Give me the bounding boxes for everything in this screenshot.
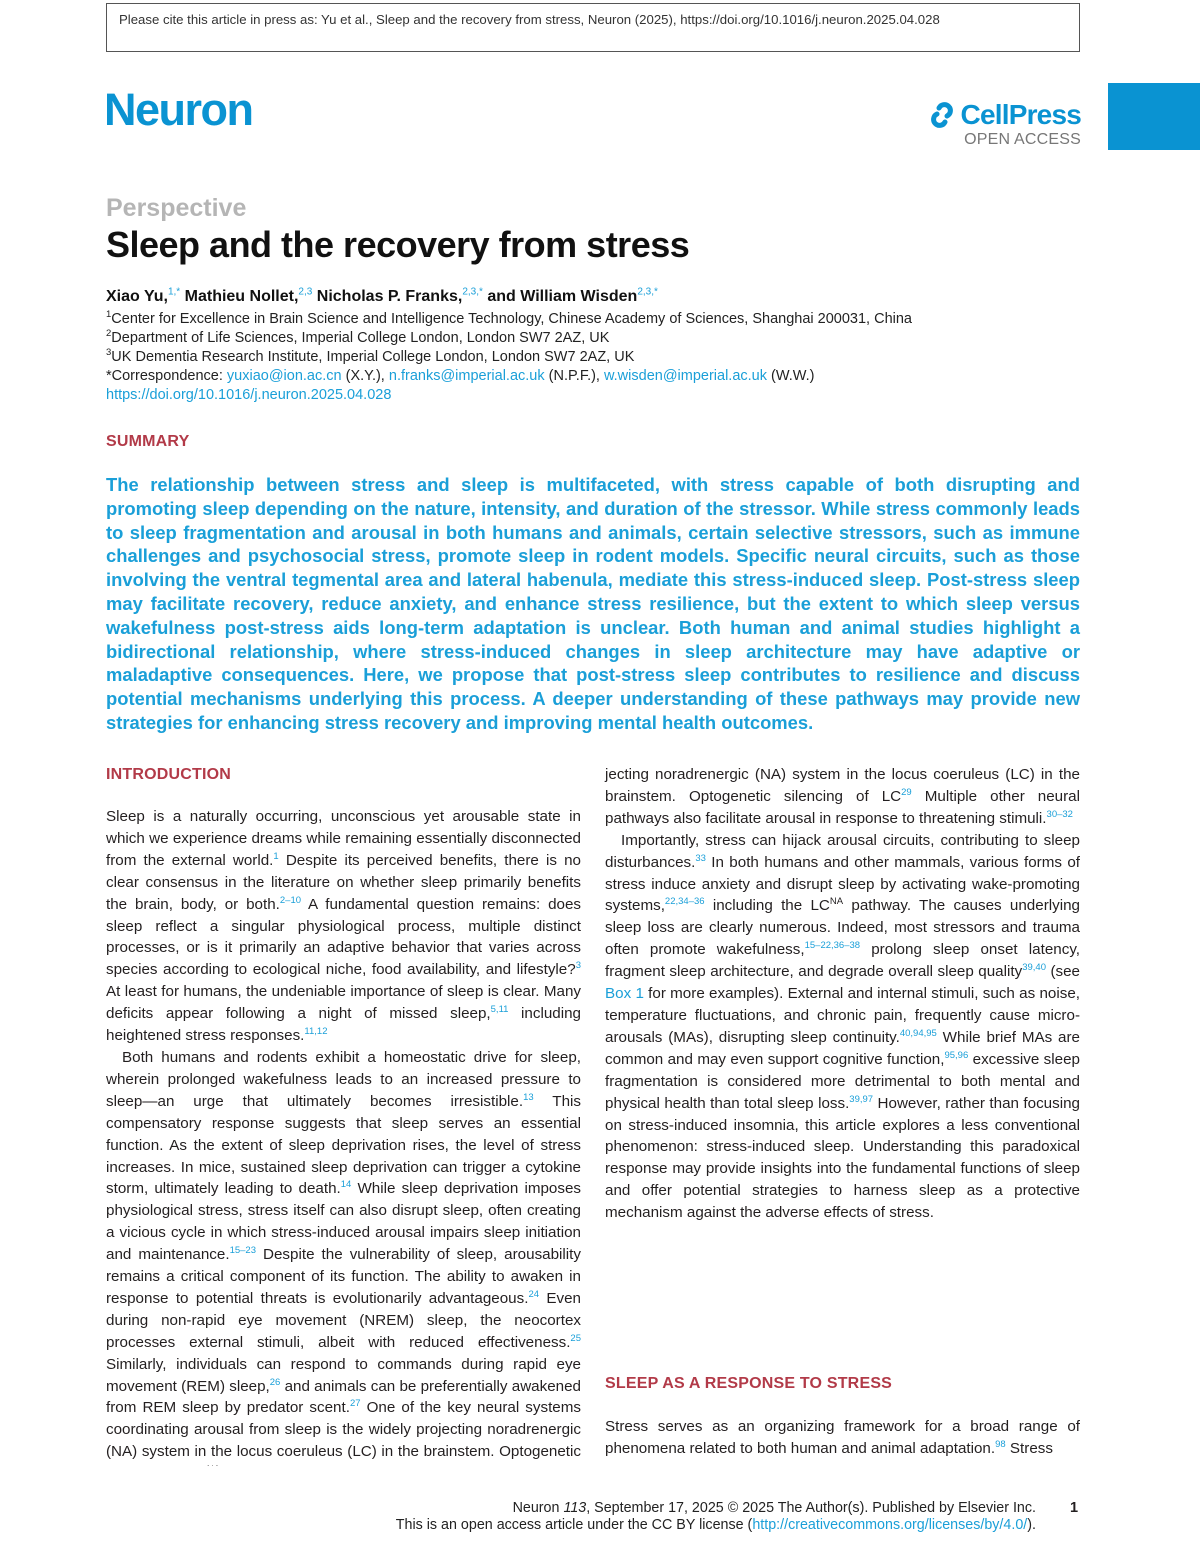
citation-ref[interactable]: 98 [995, 1438, 1006, 1450]
intro-paragraph: Sleep is a naturally occurring, unconscious yet arousable state in which we experience dreams while remaining essentially disconnected from the external world.$^1$ Despite its perceived benefits, there is no clear consensus in the literature on whether sleep primarily benefits the brain, body, or both.$^{2-10}$ A fundamental question remains: does sleep reflect a singular physiological process, multiple distinct processes, or is it primarily an adaptive behavior that varies across species according to ecological niche, food availability, and lifestyle?$^3$ At least for humans, the undeniable importance of sleep is clear. Many deficits appear following a night of missed sleep,$^{5,11}$ including heightened stress responses.$^{11,12}$ [106, 808, 581, 1045]
email-link[interactable]: yuxiao@ion.ac.cn [226, 368, 342, 384]
footer-license-end: ). [1027, 1517, 1036, 1533]
email-link[interactable]: n.franks@imperial.ac.uk [388, 368, 545, 384]
citation-ref[interactable]: 27 [349, 1398, 361, 1410]
affil-text: Center for Excellence in Brain Science and Intelligence Technology, Chinese Academy of Sciences, Shanghai 200031, China [111, 311, 912, 327]
citation-ref[interactable]: 33 [695, 852, 706, 864]
affil-text: Department of Life Sciences, Imperial College London, London SW7 2AZ, UK [111, 330, 610, 346]
author[interactable]: and William Wisden [482, 288, 638, 305]
citation-ref[interactable]: 39,97 [849, 1093, 874, 1105]
citation-ref[interactable]: 29 [901, 786, 912, 798]
left-column [106, 806, 581, 1466]
cite-notice: Please cite this article in press as: Yu et al., Sleep and the recovery from stress, Neuron (2025), https://doi.org/10.1016/j.neuron.2025.04.028 [106, 3, 1080, 52]
citation-ref[interactable]: 14 [340, 1179, 352, 1191]
citation-ref[interactable]: 24 [528, 1288, 540, 1300]
affil-num: 1 [106, 309, 112, 321]
affiliation [106, 310, 912, 329]
affil-num: 3 [106, 347, 112, 359]
affiliation [106, 329, 912, 348]
citation-ref[interactable]: 40,94,95 [899, 1027, 937, 1039]
summary-heading: SUMMARY [106, 433, 190, 450]
publisher-name: CellPress [960, 99, 1081, 130]
footer-copyright: , September 17, 2025 © 2025 The Author(s). Published by Elsevier Inc. [586, 1500, 1036, 1516]
author-initials: (X.Y.), [341, 368, 389, 384]
page-footer [106, 1500, 1036, 1534]
right-column [605, 764, 1080, 1224]
author-affil-sup: 2,3,* [637, 286, 658, 298]
summary-text: The relationship between stress and sleep is multifaceted, with stress capable of both disrupting and promoting sleep depending on the nature, intensity, and duration of the stressor. While stress commonly leads to sleep fragmentation and arousal in both humans and animals, certain selective stressors, such as immune challenges and psychosocial stress, promote sleep in rodent models. Specific neural circuits, such as those involving the ventral tegmental area and lateral habenula, mediate this stress-induced sleep. Post-stress sleep may facilitate recovery, reduce anxiety, and enhance stress resilience, but the extent to which sleep versus wakefulness post-stress aids long-term adaptation is unclear. Both human and animal studies highlight a bidirectional relationship, where stress-induced changes in sleep architecture may have adaptive or maladaptive consequences. Here, we propose that post-stress sleep contributes to resilience and discuss potential mechanisms underlying this process. A deeper understanding of these pathways may provide new strategies for enhancing stress recovery and improving mental health outcomes. [106, 474, 1080, 733]
citation-ref[interactable]: 39,40 [1022, 962, 1046, 974]
author[interactable]: Nicholas P. Franks, [312, 288, 463, 305]
journal-logo[interactable]: Neuron [104, 84, 253, 135]
intro-paragraph: Both humans and rodents exhibit a homeostatic drive for sleep, wherein prolonged wakefulness leads to an increased pressure to sleep—an urge that ultimately becomes irresistible.$^{13}$ This compensatory response suggests that sleep serves an essential function. As the extent of sleep deprivation rises, the level of stress increases. In mice, sustained sleep deprivation can trigger a cytokine storm, ultimately leading to death.$^{14}$ While sleep deprivation imposes physiological stress, stress itself can also disrupt sleep, often creating a vicious cycle in which stress-induced arousal impairs sleep initiation and maintenance.$^{15-23}$ Despite the vulnerability of sleep, arousability remains a critical component of its function. The ability to awaken in response to potential threats is evolutionarily advantageous.$^{24}$ Even during non-rapid eye movement (NREM) sleep, the neocortex processes external stimuli, albeit with reduced effectiveness.$^{25}$ Similarly, individuals can respond to commands during rapid eye movement (REM) sleep,$^{26}$ and animals can be preferentially awakened from REM sleep by predator scent.$^{27}$ One of the key neural systems coordinating arousal from sleep is the widely projecting noradrenergic (NA) system in the locus coeruleus (LC) in the brainstem. Optogenetic [106, 1047, 581, 1466]
citation-ref[interactable]: 95,96 [944, 1049, 969, 1061]
author-initials: (N.P.F.), [544, 368, 604, 384]
article-type: Perspective [106, 194, 247, 222]
correspondence [106, 367, 912, 386]
page-number: 1 [1070, 1500, 1079, 1516]
affil-num: 2 [106, 328, 112, 340]
affiliation [106, 348, 912, 367]
introduction-heading: INTRODUCTION [106, 766, 232, 783]
citation-ref[interactable]: 13 [523, 1091, 534, 1103]
citation-ref[interactable]: 3 [575, 960, 581, 972]
superscript-na: NA [829, 896, 844, 908]
box-link[interactable]: Box 1 [605, 985, 644, 1003]
cellpress-logo[interactable] [918, 100, 1081, 150]
citation-ref[interactable]: 1 [273, 850, 279, 862]
citation-ref[interactable]: 5,11 [490, 1004, 509, 1016]
affil-text: UK Dementia Research Institute, Imperial College London, London SW7 2AZ, UK [111, 349, 635, 365]
license-link[interactable]: http://creativecommons.org/licenses/by/4.0/ [752, 1517, 1028, 1533]
cellpress-link-icon [927, 101, 957, 129]
author-affil-sup: 2,3,* [462, 286, 483, 298]
author[interactable]: Mathieu Nollet, [180, 288, 299, 305]
superscript-na [207, 1464, 220, 1466]
affiliations [106, 310, 912, 405]
intro-paragraph: Importantly, stress can hijack arousal circuits, contributing to sleep disturbances.$^{33}$ In both humans and other mammals, various forms of stress induce anxiety and disrupt sleep by activating wake-promoting systems,$^{22,34-36}$ including the $LC^{NA}$ pathway. The causes underlying sleep loss are clearly numerous. Indeed, most stressors and trauma often promote wakefulness,$^{15-22,36-38}$ prolong sleep onset latency, fragment sleep architecture, and degrade overall sleep quality$^{39,40}$ (see Box 1 for more examples). External and internal stimuli, such as noise, temperature fluctuations, and chronic pain, frequently cause micro-arousals (MAs), disrupting sleep continuity.$^{40,94,95}$ While brief MAs are common and may even support cognitive function,$^{95,96}$ excessive sleep fragmentation is considered more detrimental to both mental and physical health than total sleep loss.$^{39,97}$ However, rather than focusing on stress-induced insomnia, this article explores a less conventional phenomenon: stress-induced sleep. Understanding this paradoxical response may provide insights into the fundamental functions of sleep and offer potential strategies to harness sleep as a protective mechanism against the adverse effects of stress. [605, 831, 1081, 1222]
author-list [106, 288, 658, 306]
correspondence-label: *Correspondence: [106, 368, 227, 384]
author-affil-sup: 2,3 [298, 286, 313, 298]
doi-link[interactable]: https://doi.org/10.1016/j.neuron.2025.04.028 [106, 387, 392, 403]
email-link[interactable]: w.wisden@imperial.ac.uk [603, 368, 767, 384]
citation-ref[interactable]: 15–22,36–38 [804, 940, 861, 952]
article-title: Sleep and the recovery from stress [106, 224, 690, 265]
footer-volume: 113 [563, 1500, 587, 1516]
section2-text [605, 1416, 1080, 1460]
section2-paragraph: Stress serves as an organizing framework for a broad range of phenomena related to both human and animal adaptation.$^{98}$ Stress [605, 1418, 1080, 1457]
open-access-label: OPEN ACCESS [964, 131, 1081, 148]
citation-ref[interactable]: 25 [570, 1332, 581, 1344]
author[interactable]: Xiao Yu, [106, 288, 168, 305]
author-affil-sup: 1,* [167, 286, 181, 298]
section-heading-sleep-response: SLEEP AS A RESPONSE TO STRESS [605, 1375, 893, 1392]
citation-ref[interactable]: 30–32 [1046, 808, 1073, 820]
footer-license-text: This is an open access article under the CC BY license ( [395, 1517, 753, 1533]
brand-tab [1108, 83, 1200, 150]
intro-paragraph-continued: jecting noradrenergic (NA) system in the locus coeruleus (LC) in the brainstem. Optogenetic silencing of LC$^{29}$ Multiple other neural pathways also facilitate arousal in response to threatening stimuli.$^{30-32}$ [605, 766, 1081, 827]
citation-ref[interactable]: 11,12 [304, 1026, 328, 1037]
citation-ref[interactable]: 26 [269, 1376, 281, 1388]
author-initials: (W.W.) [767, 368, 815, 384]
footer-journal: Neuron [512, 1500, 564, 1516]
citation-ref[interactable]: 2–10 [279, 894, 302, 906]
citation-ref[interactable]: 15–23 [229, 1245, 256, 1257]
citation-ref[interactable]: 22,34–36 [664, 896, 705, 908]
